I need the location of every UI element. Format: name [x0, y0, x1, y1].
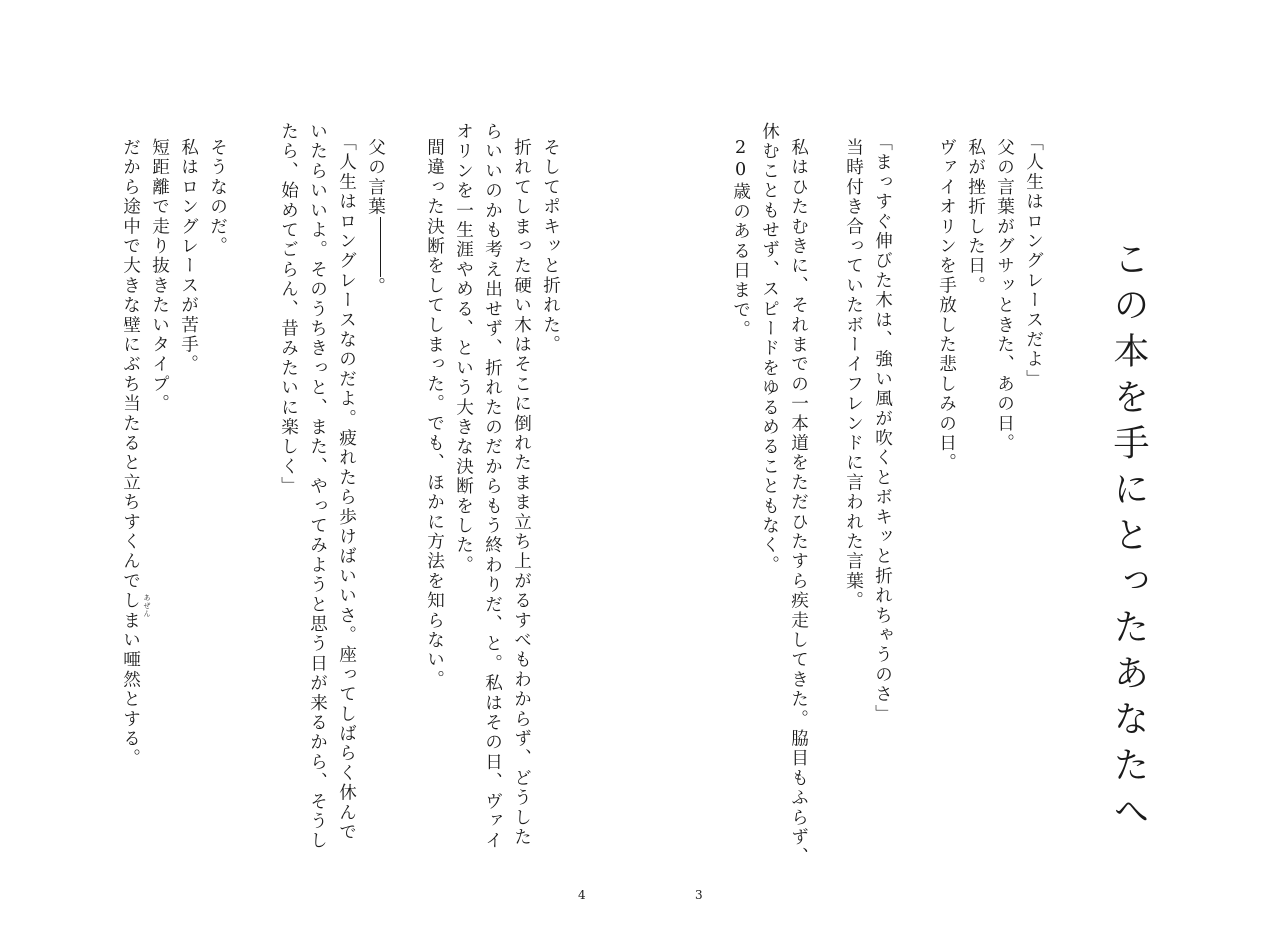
text-line: 私が挫折した日。 — [965, 138, 986, 296]
text-line: ヴァイオリンを手放した悲しみの日。 — [936, 138, 957, 473]
text-line: 「人生はロングレースだよ」 — [1023, 133, 1044, 390]
page-title: この本を手にとったあなたへ — [1108, 240, 1149, 838]
text-line: 「人生はロングレースなのだよ。疲れたら歩けばいいさ。座ってしばらく休んで — [336, 133, 357, 843]
em-dash — [380, 217, 381, 277]
text-line: 私はひたむきに、それまでの一本道をただひたすら疾走してきた。脇目もふらず、 — [788, 138, 809, 867]
text-line: たら、始めてごらん、昔みたいに楽しく」 — [278, 122, 299, 497]
text-line: そしてポキッと折れた。 — [540, 138, 561, 355]
text-line-dash — [366, 138, 389, 297]
text-line: そうなのだ。 — [207, 138, 228, 257]
text-line: らいいのかも考え出せず、折れたのだからもう終わりだ、と。私はその日、ヴァイ — [482, 122, 503, 851]
page-number-left: 4 — [578, 888, 586, 902]
text-line: 当時付き合っていたボーイフレンドに言われた言葉。 — [843, 138, 864, 611]
text-line: いたらいいよ。そのうちきっと、また、やってみようと思う日が来るから、そうし — [307, 122, 328, 851]
text-line: 私はロングレースが苦手。 — [178, 138, 199, 375]
text-line: 折れてしまった硬い木はそこに倒れたまま立ち上がるすべもわからず、どうした — [511, 138, 532, 848]
page-number-right: 3 — [695, 888, 703, 902]
text-line: 「まっすぐ伸びた木は、強い風が吹くとボキッと折れちゃうのさ」 — [872, 133, 893, 724]
dash-line-text: 父の言葉 — [365, 138, 386, 217]
ruby-annotation: あぜん — [143, 594, 151, 618]
text-line: 短距離で走り抜きたいタイプ。 — [149, 138, 170, 414]
dash-suffix: 。 — [365, 276, 386, 297]
text-line: 20歳のある日まで。 — [730, 138, 751, 340]
text-line: 休むこともせず、スピードをゆるめることもなく。 — [759, 122, 780, 576]
text-line: 父の言葉がグサッときた、あの日。 — [994, 138, 1015, 454]
text-line: 間違った決断をしてしまった。でも、ほかに方法を知らない。 — [424, 138, 445, 690]
text-line: だから途中で大きな壁にぶち当たると立ちすくんでしまい唖然とする。 — [120, 138, 141, 769]
text-line: オリンを一生涯やめる、という大きな決断をした。 — [453, 122, 474, 576]
